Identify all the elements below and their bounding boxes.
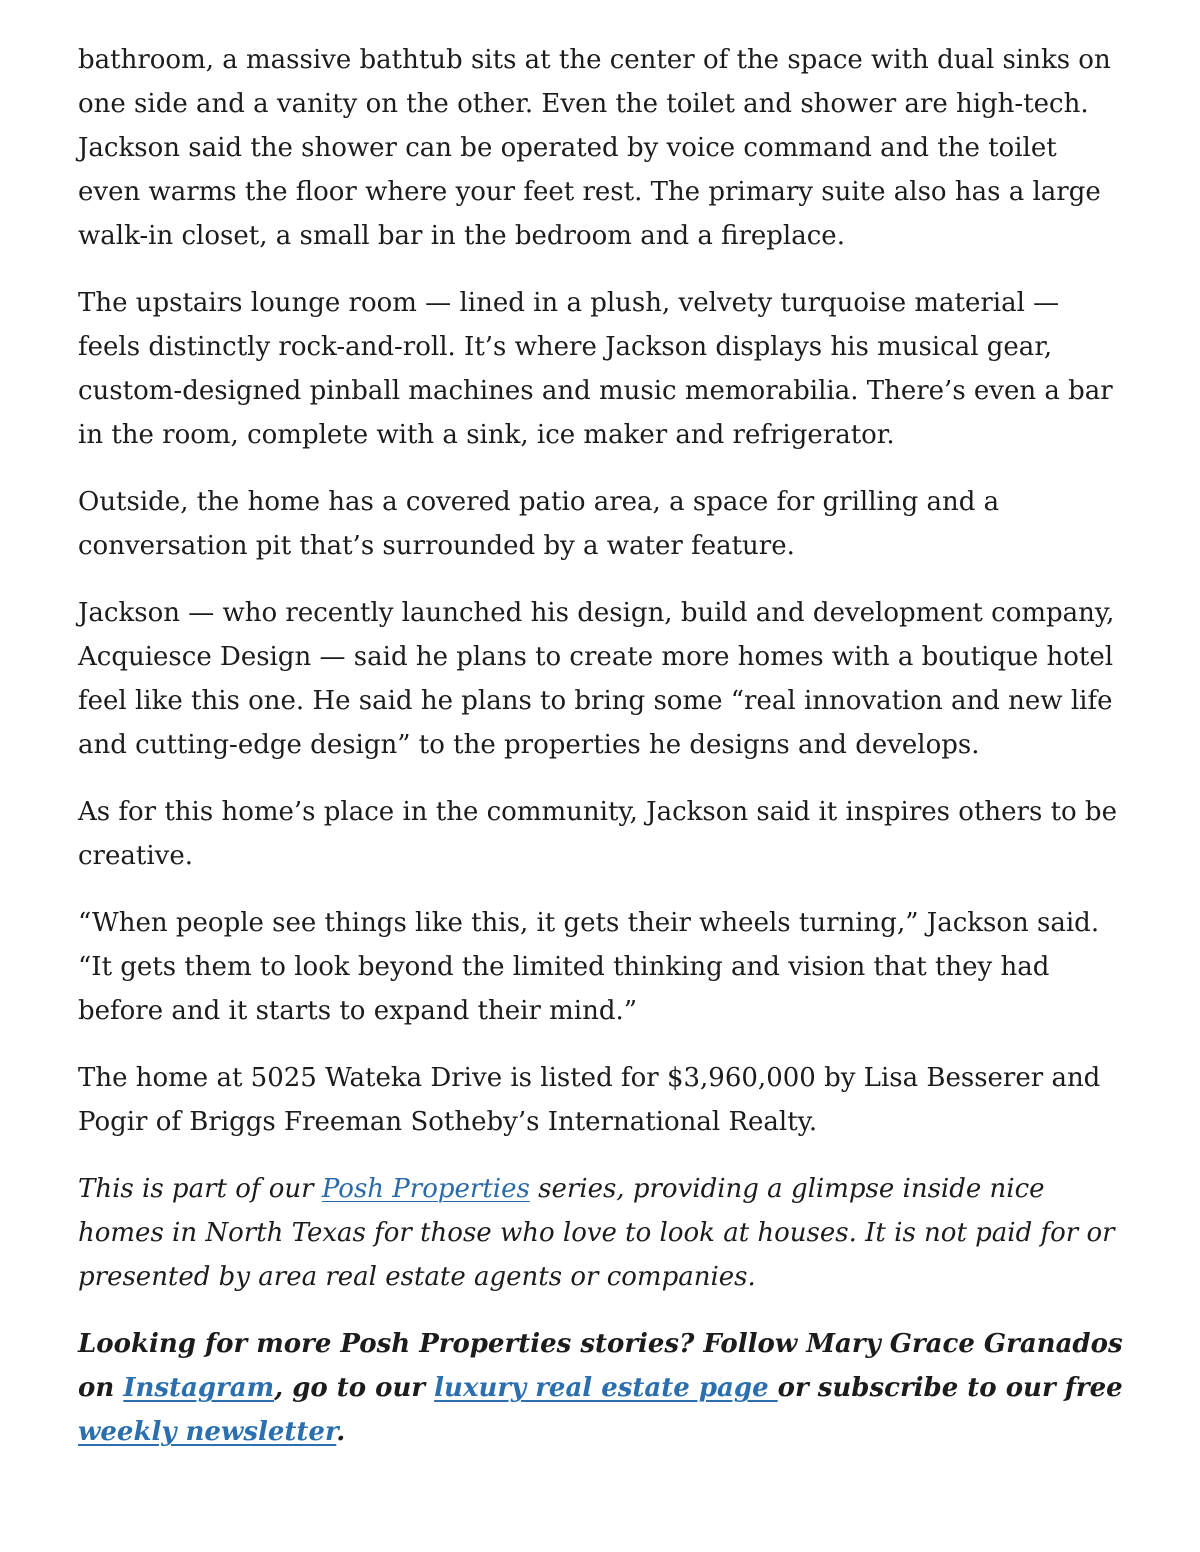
posh-properties-link[interactable]: Posh Properties xyxy=(321,1174,530,1204)
promo-text-1: Looking for more Posh Properties stories? Follow Mary Grace Granados on xyxy=(78,1329,1123,1403)
paragraph-company: Jackson — who recently launched his design, build and development company, Acquiesce Design — said he plans to create more homes with a boutique hotel feel like this one. He said he plans to bring some “real innovation and new life and cutting-edge design” to the properties he designs and develops. xyxy=(78,598,1115,760)
series-note-text-after: series, providing a glimpse inside nice homes in North Texas for those who love to look at houses. It is not paid for or presented by area real estate agents or companies. xyxy=(78,1174,1115,1292)
promo-text-4: . xyxy=(336,1417,346,1447)
luxury-real-estate-link[interactable]: luxury real estate page xyxy=(434,1373,778,1403)
paragraph-lounge-room: The upstairs lounge room — lined in a plush, velvety turquoise material — feels distinctly rock-and-roll. It’s where Jackson displays his musical gear, custom-designed pinball machines and music memorabilia. There’s even a bar in the room, complete with a sink, ice maker and refrigerator. xyxy=(78,288,1113,450)
weekly-newsletter-link[interactable]: weekly newsletter xyxy=(78,1417,337,1447)
promo-note xyxy=(78,1322,1123,1454)
paragraph-primary-suite: bathroom, a massive bathtub sits at the center of the space with dual sinks on one side and a vanity on the other. Even the toilet and shower are high-tech. Jackson said the shower can be operated by voice command and the toilet even warms the floor where your feet rest. The primary suite also has a large walk-in closet, a small bar in the bedroom and a fireplace. xyxy=(78,45,1111,251)
paragraph-listing: The home at 5025 Wateka Drive is listed for $3,960,000 by Lisa Besserer and Pogir of Briggs Freeman Sotheby’s International Realty. xyxy=(78,1063,1101,1137)
series-note xyxy=(78,1167,1123,1299)
paragraph-outside: Outside, the home has a covered patio area, a space for grilling and a conversation pit that’s surrounded by a water feature. xyxy=(78,487,1000,561)
paragraph-quote: “When people see things like this, it gets their wheels turning,” Jackson said. “It gets them to look beyond the limited thinking and vision that they had before and it starts to expand their mind.” xyxy=(78,908,1100,1026)
paragraph-community: As for this home’s place in the community, Jackson said it inspires others to be creative. xyxy=(78,797,1117,871)
series-note-text-before: This is part of our xyxy=(78,1174,322,1204)
instagram-link[interactable]: Instagram xyxy=(123,1373,275,1403)
article-body xyxy=(78,38,1123,1477)
promo-text-3: or subscribe to our free xyxy=(777,1373,1123,1403)
promo-text-2: , go to our xyxy=(274,1373,435,1403)
